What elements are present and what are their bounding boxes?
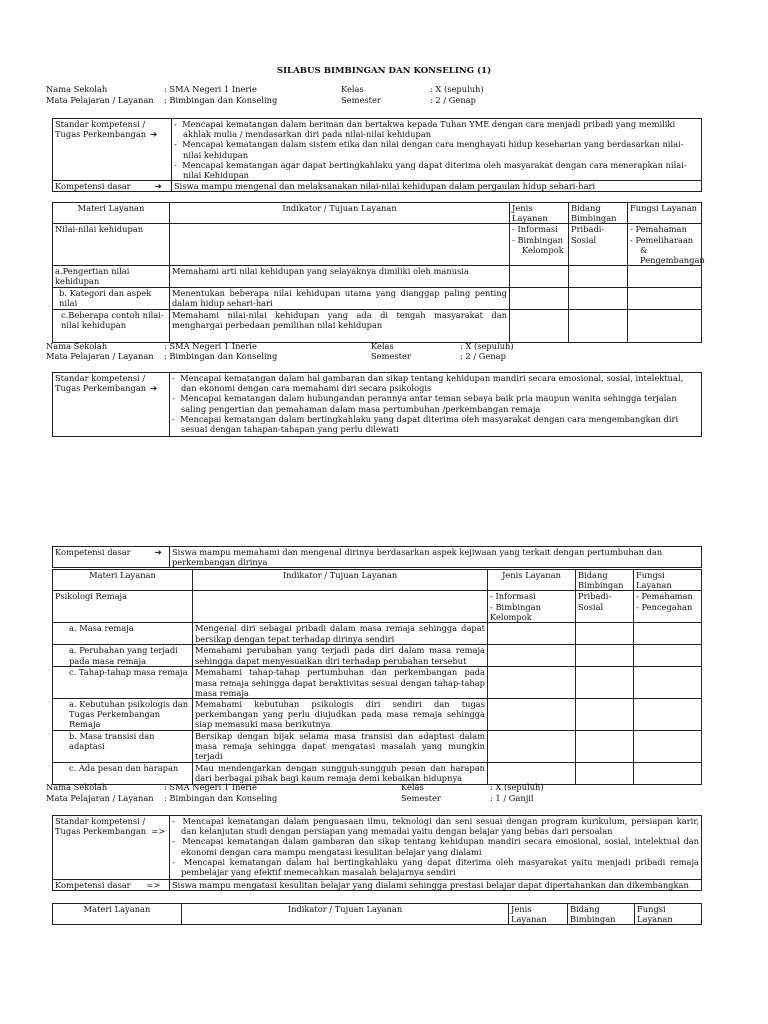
- header-jenis: Jenis Layanan: [509, 904, 568, 925]
- jenis-cell: - Informasi - Bimbingan Kelompok: [510, 224, 569, 266]
- label-semester: Semester: [401, 793, 441, 803]
- header-bidang: Bidang Bimbingan: [568, 904, 635, 925]
- label-kelas: Kelas: [341, 84, 364, 94]
- standar-label-line1: Standar kompetensi /: [55, 119, 146, 129]
- empty-cell: [193, 591, 488, 623]
- standar-item: - Mencapai kematangan agar dapat bertingkahlaku yang dapat diterima oleh masyarakat dengan cara menerapkan nilai-nilai Kehidupan: [174, 159, 687, 181]
- header-indikator: Indikator / Tujuan Layanan: [170, 203, 510, 224]
- arrow-right-icon: ➔: [150, 383, 158, 394]
- header-materi: Materi Layanan: [53, 904, 182, 925]
- label-mata-pelajaran: Mata Pelajaran / Layanan: [46, 793, 154, 803]
- arrow-text: =>: [146, 880, 161, 890]
- standar-label: [53, 373, 170, 437]
- standar-label-line2: Tugas Perkembangan: [55, 129, 147, 140]
- indikator-cell: Memahami tahap-tahap pertumbuhan dan perkembangan pada masa remaja sehingga dapat beraktivitas sesuai dengan tahap-tahap masa remaja: [193, 667, 488, 699]
- header-indikator: Indikator / Tujuan Layanan: [193, 570, 488, 591]
- value-nama-sekolah: : SMA Negeri 1 Inerie: [164, 782, 257, 792]
- standar-label: [53, 816, 170, 880]
- value-mata-pelajaran: : Bimbingan dan Konseling: [164, 351, 278, 361]
- label-nama-sekolah: Nama Sekolah: [46, 341, 108, 351]
- standar-table-2: [52, 372, 702, 437]
- table-row: a. Masa remaja: [53, 623, 193, 645]
- materi-table-2: [52, 569, 702, 785]
- bidang-cell: Pribadi-Sosial: [576, 591, 634, 623]
- value-kelas: : X (sepuluh): [490, 782, 544, 792]
- standar-item: - Mencapai kematangan dalam gambaran dan sikap tentang kehidupan mandiri secara emosional, sosial, intelektual dan ekonomi dengan cara mampu mengatasi kesulitan belajar yang dialami: [172, 836, 700, 857]
- arrow-right-icon: ➔: [154, 547, 162, 557]
- kompetensi-content: Siswa mampu mengatasi kesulitan belajar yang dialami sehingga prestasi belajar dapat dipertahankan dan dikembangkan: [170, 880, 702, 891]
- arrow-right-icon: ➔: [150, 129, 158, 140]
- materi-table-1: [52, 202, 705, 343]
- value-mata-pelajaran: : Bimbingan dan Konseling: [164, 95, 278, 105]
- standar-item: - Mencapai kematangan dalam bertingkahlaku yang dapat diterima oleh masyarakat dengan cara mengembangkan diri sesuai dengan tahapan-tahapan yang perlu dilewati: [172, 413, 679, 435]
- bidang-cell: Pribadi-Sosial: [569, 224, 628, 266]
- standar-content: [170, 373, 702, 437]
- kompetensi-content: Siswa mampu mengenal dan melaksanakan nilai-nilai kehidupan dalam pergaulan hidup sehari-hari: [172, 181, 702, 192]
- standar-label-line1: Standar kompetensi /: [55, 373, 146, 383]
- kompetensi-label: Kompetensi dasar =>: [53, 880, 170, 891]
- standar-label-line2: Tugas Perkembangan: [55, 383, 147, 394]
- fungsi-cell: - Pemahaman - Pencegahan: [634, 591, 702, 623]
- header-jenis: Jenis Layanan: [510, 203, 569, 224]
- indikator-cell: Memahami kebutuhan psikologis diri sendiri dan tugas perkembangan yang perlu diujudkan pada masa remaja sehingga siap memasuki masa berikutnya: [193, 699, 488, 731]
- label-mata-pelajaran: Mata Pelajaran / Layanan: [46, 351, 154, 361]
- table-row: c.Beberapa contoh nilai-nilai kehidupan: [53, 309, 170, 342]
- empty-cell: [170, 224, 510, 266]
- indikator-cell: Menentukan beberapa nilai kehidupan utama yang dianggap paling penting dalam hidup sehari-hari: [170, 287, 510, 309]
- indikator-cell: Mau mendengarkan dengan sungguh-sungguh pesan dan harapan dari berbagai pihak bagi kaum remaja demi kebaikan hidupnya: [193, 762, 488, 784]
- table-row: a. Kebutuhan psikologis dan Tugas Perkembangan Remaja: [53, 699, 193, 731]
- standar-content: [170, 816, 702, 880]
- standar-content: [172, 119, 702, 181]
- table-row: c. Tahap-tahap masa remaja: [53, 667, 193, 699]
- header-fungsi: Fungsi Layanan: [635, 904, 702, 925]
- topic-cell: Nilai-nilai kehidupan: [53, 224, 170, 266]
- indikator-cell: Mengenal diri sebagai pribadi dalam masa remaja sehingga dapat bersikap dengan tepat terhadap dirinya sendiri: [193, 623, 488, 645]
- indikator-cell: Memahami arti nilai kehidupan yang selayaknya dimiliki oleh manusia: [170, 266, 510, 287]
- fungsi-cell: - Pemahaman - Pemeliharaan & Pengembangan: [628, 224, 702, 266]
- value-nama-sekolah: : SMA Negeri 1 Inerie: [164, 84, 257, 94]
- label-semester: Semester: [341, 95, 381, 105]
- header-bidang: Bidang Bimbingan: [576, 570, 634, 591]
- table-row: a.Pengertian nilai kehidupan: [53, 266, 170, 287]
- kompetensi-table-2: [52, 546, 702, 568]
- arrow-text: =>: [151, 826, 166, 837]
- label-mata-pelajaran: Mata Pelajaran / Layanan: [46, 95, 154, 105]
- materi-table-3: [52, 903, 702, 925]
- standar-label-line1: Standar kompetensi /: [55, 816, 146, 826]
- kompetensi-label: Kompetensi dasar ➔: [53, 547, 170, 568]
- page-title: SILABUS BIMBINGAN DAN KONSELING (1): [276, 66, 492, 76]
- topic-cell: Psikologi Remaja: [53, 591, 193, 623]
- standar-item: - Mencapai kematangan dalam hal bertingkahlaku yang dapat diterima oleh masyarakat yaitu menjadi pribadi remaja pembelajar yang efektif memecahkan masalah belajarnya sendiri: [172, 856, 699, 878]
- arrow-right-icon: ➔: [154, 181, 162, 192]
- header-materi: Materi Layanan: [53, 203, 170, 224]
- value-kelas: : X (sepuluh): [460, 341, 514, 351]
- value-semester: : 1 / Ganjil: [490, 793, 534, 803]
- value-semester: : 2 / Genap: [460, 351, 506, 361]
- standar-label: [53, 119, 172, 181]
- label-semester: Semester: [371, 351, 411, 361]
- label-nama-sekolah: Nama Sekolah: [46, 782, 108, 792]
- table-row: b. Masa transisi dan adaptasi: [53, 731, 193, 763]
- header-materi: Materi Layanan: [53, 570, 193, 591]
- standar-item: - Mencapai kematangan dalam beriman dan bertakwa kepada Tuhan YME dengan cara menjadi pribadi yang memiliki akhlak mulia / mendasarkan diri pada nilai-nilai kehidupan: [174, 119, 676, 140]
- label-kelas: Kelas: [401, 782, 424, 792]
- standar-item: - Mencapai kematangan dalam sistem etika dan nilai dengan cara menghayati hidup keseharian yang berdasarkan nilai-nilai kehidupan: [174, 139, 684, 160]
- indikator-cell: Memahami perubahan yang terjadi pada diri dalam masa remaja sehingga dapat menyesuaikan diri terhadap perubahan tersebut: [193, 645, 488, 667]
- label-kelas: Kelas: [371, 341, 394, 351]
- standar-item: - Mencapai kematangan dalam penguasaan ilmu, teknologi dan seni sesuai dengan program kurikulum, persiapan karir, dan kelanjutan studi dengan persiapan yang memadai yaitu dengan belajar yang bebas dari persoalan: [172, 816, 700, 837]
- kompetensi-label: Kompetensi dasar ➔: [53, 181, 172, 192]
- value-semester: : 2 / Genap: [430, 95, 476, 105]
- standar-label-line2: Tugas Perkembangan: [55, 826, 147, 837]
- table-row: c. Ada pesan dan harapan: [53, 762, 193, 784]
- table-row: a. Perubahan yang terjadi pada masa remaja: [53, 645, 193, 667]
- indikator-cell: Bersikap dengan bijak selama masa transisi dan adaptasi dalam masa remaja sehingga dapat mengatasi masalah yang mungkin terjadi: [193, 731, 488, 763]
- header-jenis: Jenis Layanan: [488, 570, 576, 591]
- standar-item: - Mencapai kematangan dalam hubungandan perannya antar teman sebaya baik pria maupun wanita sehingga terjalan saling pengertian dan pemahaman dalam masa pertumbuhan /perkembangan remaja: [172, 393, 677, 414]
- indikator-cell: Memahami nilai-nilai kehidupan yang ada di tengah masyarakat dan menghargai perbedaan pemilihan nilai kehidupan: [170, 309, 510, 342]
- standar-item: - Mencapai kematangan dalam hal gambaran dan sikap tentang kehidupan mandiri secara emosional, sosial, intelektual, dan ekonomi dengan cara memahami diri secara psikologis: [172, 373, 684, 394]
- jenis-cell: - Informasi - Bimbingan Kelompok: [488, 591, 576, 623]
- table-row: b. Kategori dan aspek nilai: [53, 287, 170, 309]
- header-indikator: Indikator / Tujuan Layanan: [182, 904, 509, 925]
- standar-table-1: [52, 118, 702, 192]
- header-fungsi: Fungsi Layanan: [628, 203, 702, 224]
- value-mata-pelajaran: : Bimbingan dan Konseling: [164, 793, 278, 803]
- value-nama-sekolah: : SMA Negeri 1 Inerie: [164, 341, 257, 351]
- standar-table-3: [52, 815, 702, 891]
- value-kelas: : X (sepuluh): [430, 84, 484, 94]
- kompetensi-content: Siswa mampu memahami dan mengenal dirinya berdasarkan aspek kejiwaan yang terkait dengan pertumbuhan dan perkembangan dirinya: [170, 547, 702, 568]
- header-fungsi: Fungsi Layanan: [634, 570, 702, 591]
- label-nama-sekolah: Nama Sekolah: [46, 84, 108, 94]
- header-bidang: Bidang Bimbingan: [569, 203, 628, 224]
